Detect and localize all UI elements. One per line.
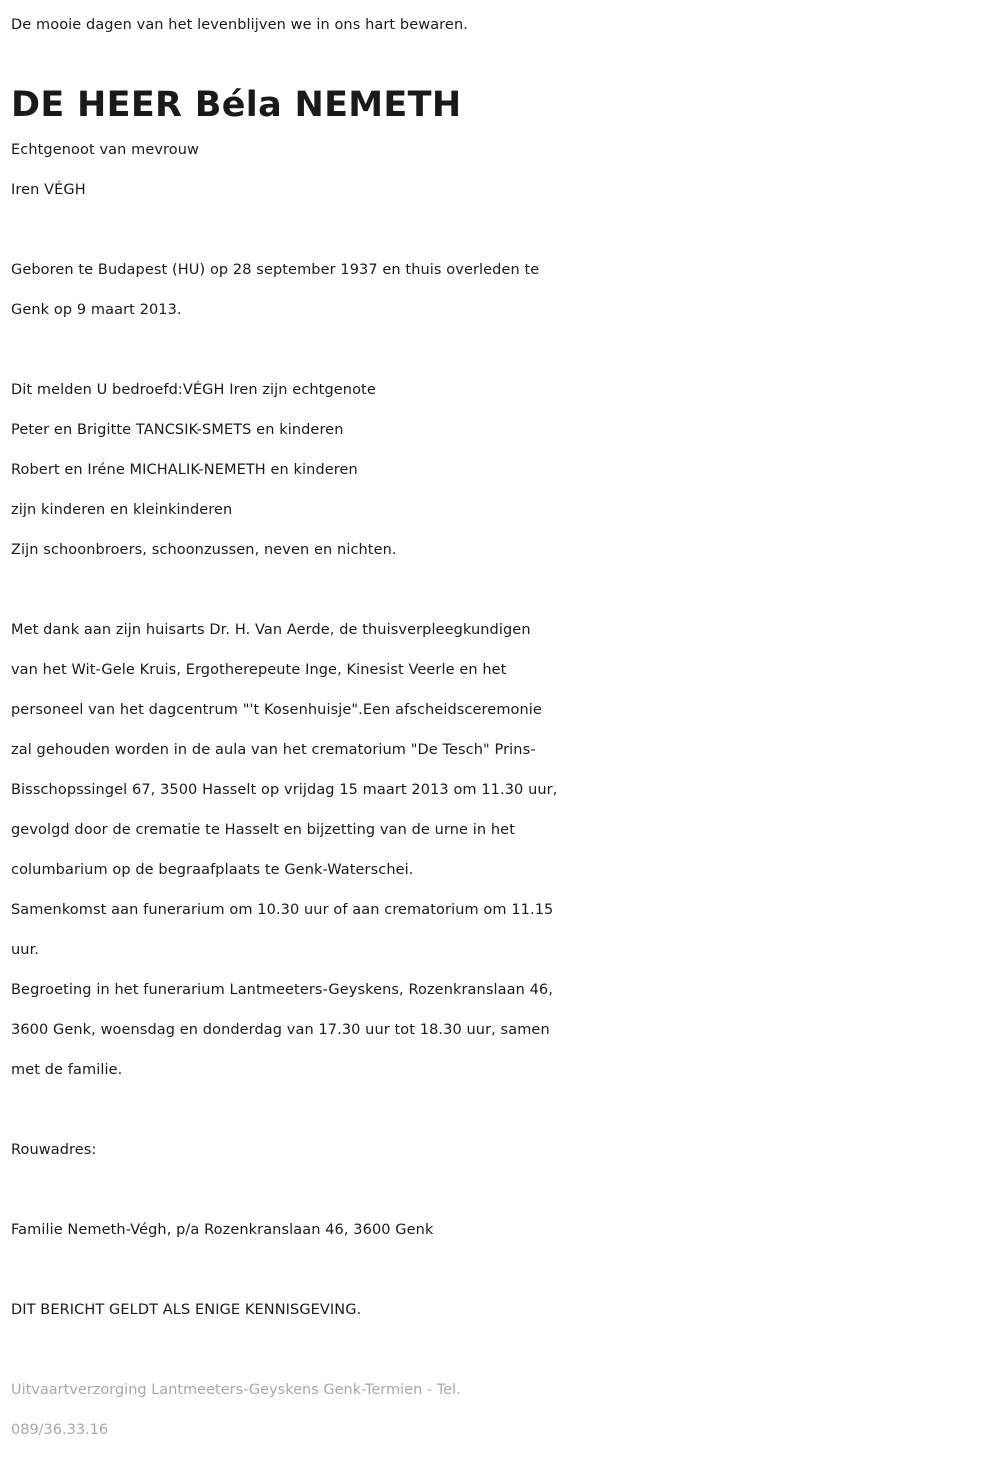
spacer	[11, 1090, 996, 1130]
address-label: Rouwadres:	[11, 1142, 97, 1158]
birth-death-line-2: Genk op 9 maart 2013.	[11, 302, 182, 318]
family-line: Peter en Brigitte TANCSIK-SMETS en kinderen	[11, 422, 344, 438]
family-line: Zijn schoonbroers, schoonzussen, neven en nichten.	[11, 542, 397, 558]
details-line: 3600 Genk, woensdag en donderdag van 17.30 uur tot 18.30 uur, samen	[11, 1022, 550, 1038]
obituary-notice	[11, 0, 996, 1450]
mourning-address: Familie Nemeth-Végh, p/a Rozenkranslaan 46, 3600 Genk	[11, 1222, 434, 1238]
spacer	[11, 1330, 996, 1370]
official-notice: DIT BERICHT GELDT ALS ENIGE KENNISGEVING.	[11, 1302, 362, 1318]
footer-phone: 089/36.33.16	[11, 1422, 109, 1438]
intro-quote: De mooie dagen van het levenblijven we in ons hart bewaren.	[11, 17, 468, 33]
details-line: uur.	[11, 942, 40, 958]
details-line: Met dank aan zijn huisarts Dr. H. Van Aerde, de thuisverpleegkundigen	[11, 622, 531, 638]
funeral-home-footer	[11, 1370, 996, 1450]
spacer	[11, 1170, 996, 1210]
details-line: Bisschopssingel 67, 3500 Hasselt op vrijdag 15 maart 2013 om 11.30 uur,	[11, 782, 558, 798]
details-line: personeel van het dagcentrum "'t Kosenhuisje".Een afscheidsceremonie	[11, 702, 542, 718]
details-line: Samenkomst aan funerarium om 10.30 uur of aan crematorium om 11.15	[11, 902, 554, 918]
birth-death-line-1: Geboren te Budapest (HU) op 28 september 1937 en thuis overleden te	[11, 262, 540, 278]
details-line: columbarium op de begraafplaats te Genk-Waterschei.	[11, 862, 414, 878]
spacer	[11, 1250, 996, 1290]
spacer	[11, 570, 996, 610]
family-line: Robert en Iréne MICHALIK-NEMETH en kinderen	[11, 462, 358, 478]
footer-line-1: Uitvaartverzorging Lantmeeters-Geyskens Genk-Termien - Tel.	[11, 1382, 461, 1398]
details-line: zal gehouden worden in de aula van het crematorium "De Tesch" Prins-	[11, 742, 536, 758]
deceased-name: DE HEER Béla NEMETH	[11, 85, 462, 125]
details-line: met de familie.	[11, 1062, 123, 1078]
family-line: Dit melden U bedroefd:VÉGH Iren zijn echtgenote	[11, 382, 376, 398]
spacer	[11, 210, 996, 250]
ceremony-details	[11, 610, 996, 1090]
family-list	[11, 370, 996, 570]
spouse-line-1: Echtgenoot van mevrouw	[11, 142, 200, 158]
details-line: van het Wit-Gele Kruis, Ergotherepeute Inge, Kinesist Veerle en het	[11, 662, 507, 678]
spouse-line-2: Iren VÉGH	[11, 182, 86, 198]
family-line: zijn kinderen en kleinkinderen	[11, 502, 233, 518]
details-line: gevolgd door de crematie te Hasselt en bijzetting van de urne in het	[11, 822, 515, 838]
spacer	[11, 330, 996, 370]
details-line: Begroeting in het funerarium Lantmeeters-Geyskens, Rozenkranslaan 46,	[11, 982, 553, 998]
